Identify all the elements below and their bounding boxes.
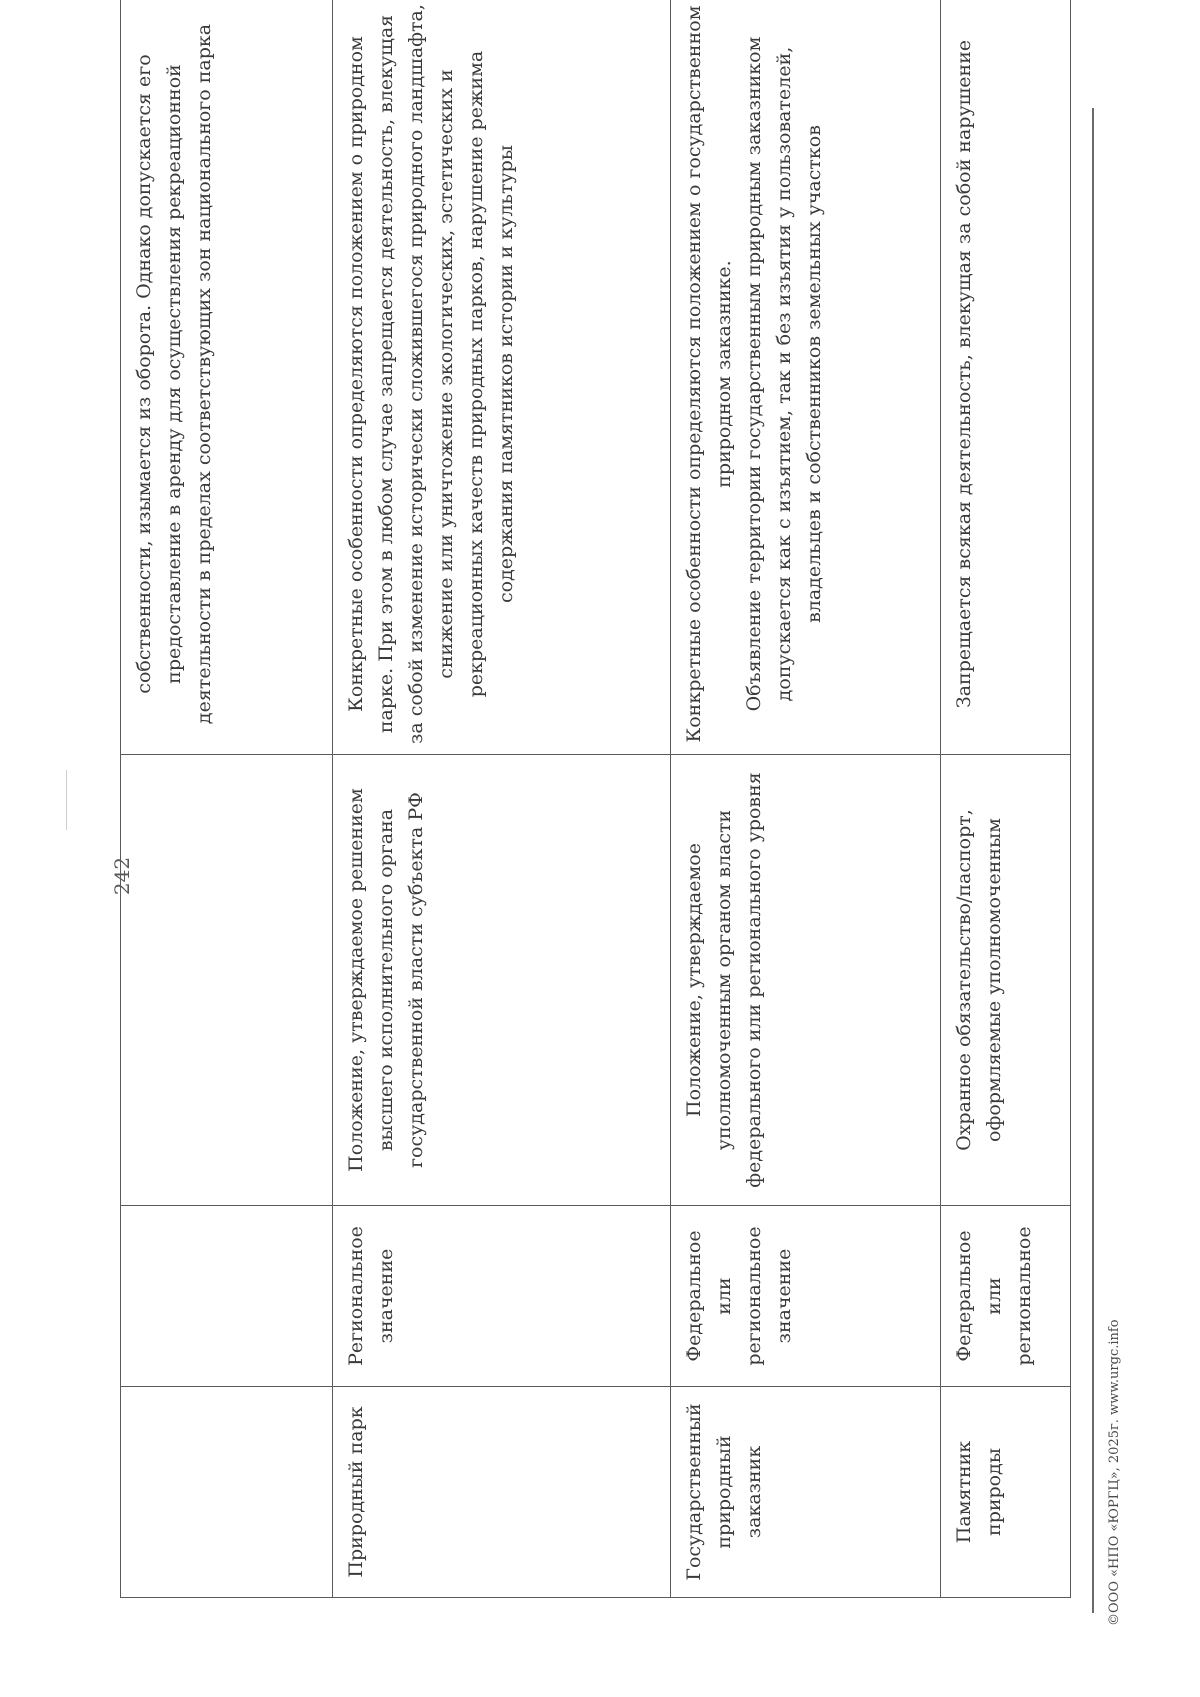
footer-divider <box>1092 108 1094 1613</box>
table-row <box>671 0 941 1598</box>
cell-category: Государственный природный заказник <box>671 1387 941 1598</box>
cell-significance: Федеральное или региональное <box>941 1206 1071 1387</box>
page-number: 242 <box>110 856 134 896</box>
cell-significance: Федеральное или региональное значение <box>671 1206 941 1387</box>
cell-regime <box>671 0 941 755</box>
cell-category: Памятник природы <box>941 1387 1071 1598</box>
cell-document: Охранное обязательство/паспорт, оформляемые уполномоченным <box>941 755 1071 1206</box>
regime-paragraph: Конкретные особенности определяются положением о государственном природном заказнике. <box>683 5 735 743</box>
cell-document: Положение, утверждаемое решением высшего исполнительного органа государственной власти субъекта РФ <box>333 755 671 1206</box>
cell-document: Положение, утверждаемое уполномоченным органом власти федерального или регионального уровня <box>671 755 941 1206</box>
cell-category: Природный парк <box>333 1387 671 1598</box>
scan-margin-mark <box>66 770 67 830</box>
regime-paragraph: Конкретные особенности определяются положением о природном парке. При этом в любом случае запрещается деятельность, влекущая за собой изменение исторически сложившегося природного ландшафта, снижение или уничтожение экологических, эстетических и рекреационных качеств природных парков, нарушение режима содержания памятников истории и культуры <box>345 4 517 744</box>
cell-significance: Региональное значение <box>333 1206 671 1387</box>
regime-paragraph: Запрещается всякая деятельность, влекущая за собой нарушение <box>953 39 975 709</box>
regime-paragraph: собственности, изымается из оборота. Однако допускается его предоставление в аренду для осуществления рекреационной деятельности в пределах соответствующих зон национального парка <box>133 23 215 725</box>
cell-document <box>121 755 333 1206</box>
cell-significance <box>121 1206 333 1387</box>
rotated-table-container <box>120 4 1070 1598</box>
cell-regime <box>333 0 671 755</box>
protected-areas-table <box>120 0 1071 1598</box>
cell-regime <box>121 0 333 755</box>
table-row <box>333 0 671 1598</box>
table-row <box>941 0 1071 1598</box>
cell-regime <box>941 0 1071 755</box>
regime-paragraph: Объявление территории государственным природным заказником допускается как с изъятием, так и без изъятия у пользователей, владельцев и собственников земельных участков <box>743 36 825 712</box>
cell-category <box>121 1387 333 1598</box>
table-row <box>121 0 333 1598</box>
footer-copyright: ©ООО «НПО «ЮРГЦ», 2025г. www.urgc.info <box>1107 1319 1122 1626</box>
